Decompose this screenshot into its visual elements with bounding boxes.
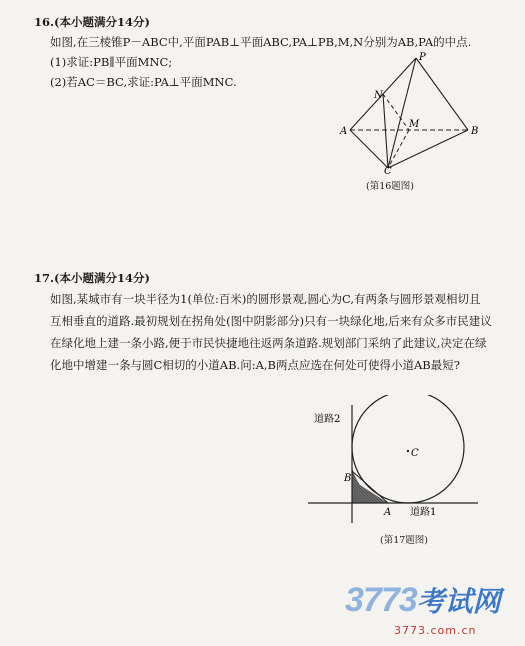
label-road2: 道路2 xyxy=(314,414,341,425)
q16-pyramid-diagram xyxy=(330,50,500,175)
q16-part2: (2)若AC＝BC,求证:PA⊥平面MNC. xyxy=(50,75,237,89)
label-center-C: C xyxy=(411,448,419,459)
label-C: C xyxy=(384,166,392,175)
watermark-chinese: 考试网 xyxy=(416,585,501,618)
q16-caption: (第16题图) xyxy=(366,181,415,192)
site-watermark xyxy=(345,580,501,620)
label-N: N xyxy=(374,90,383,101)
q17-line-2: 互相垂直的道路.最初规划在拐角处(图中阴影部分)只有一块绿化地,后来有众多市民建议 xyxy=(50,314,492,328)
q17-line-3: 在绿化地上建一条小路,便于市民快捷地往返两条道路.规划部门采纳了此建议,决定在绿 xyxy=(50,336,487,350)
q17-caption: (第17题图) xyxy=(380,535,429,546)
label-B: B xyxy=(471,126,479,137)
q16-stem: 如图,在三棱锥P－ABC中,平面PAB⊥平面ABC,PA⊥PB,M,N分别为AB,PA的中点. xyxy=(50,35,472,49)
q16-header: 16.(本小题满分14分) xyxy=(34,15,150,29)
q17-header: 17.(本小题满分14分) xyxy=(34,271,150,285)
q17-line-1: 如图,某城市有一块半径为1(单位:百米)的圆形景观,圆心为C,有两条与圆形景观相切且 xyxy=(50,292,481,306)
label-A: A xyxy=(384,507,392,518)
label-A: A xyxy=(340,126,348,137)
watermark-url: 3773.com.cn xyxy=(394,624,477,637)
label-M: M xyxy=(409,119,420,130)
watermark-digits: 3773 xyxy=(345,581,417,619)
q17-line-4: 化地中增建一条与圆C相切的小道AB.问:A,B两点应选在何处可使得小道AB最短? xyxy=(50,358,460,372)
q16-part1: (1)求证:PB∥平面MNC; xyxy=(50,55,173,69)
label-P: P xyxy=(419,52,426,63)
label-B: B xyxy=(344,473,352,484)
q17-circle-diagram xyxy=(300,395,490,525)
label-road1: 道路1 xyxy=(410,507,437,518)
